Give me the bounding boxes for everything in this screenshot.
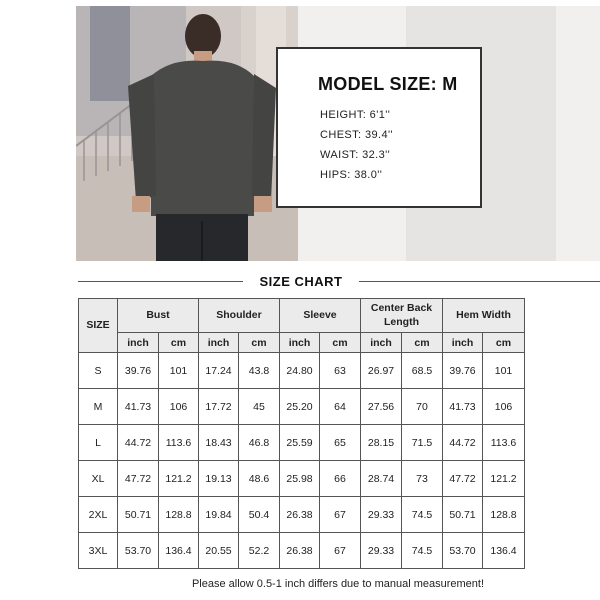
size-cell: 3XL [79, 533, 118, 569]
size-chart-heading [76, 271, 600, 293]
unit-cm: cm [483, 333, 525, 353]
table-row [79, 497, 525, 533]
measurement-cell: 20.55 [199, 533, 239, 569]
measurement-cell: 50.4 [239, 497, 280, 533]
center-back-length-header: Center Back Length [361, 299, 443, 333]
measurement-cell: 66 [320, 461, 361, 497]
measurement-cell: 74.5 [402, 497, 443, 533]
sleeve-header: Sleeve [280, 299, 361, 333]
measurement-cell: 67 [320, 497, 361, 533]
size-column-header: SIZE [79, 299, 118, 353]
measurement-cell: 53.70 [443, 533, 483, 569]
measurement-cell: 65 [320, 425, 361, 461]
measurement-cell: 136.4 [483, 533, 525, 569]
measurement-cell: 101 [483, 353, 525, 389]
measurement-cell: 74.5 [402, 533, 443, 569]
measurement-cell: 70 [402, 389, 443, 425]
model-height: HEIGHT: 6'1'' [320, 109, 391, 121]
measurement-cell: 28.15 [361, 425, 402, 461]
measurement-cell: 25.59 [280, 425, 320, 461]
hem-width-header: Hem Width [443, 299, 525, 333]
unit-inch: inch [280, 333, 320, 353]
measurement-cell: 106 [483, 389, 525, 425]
table-row [79, 533, 525, 569]
size-cell: XL [79, 461, 118, 497]
measurement-cell: 44.72 [443, 425, 483, 461]
measurement-cell: 27.56 [361, 389, 402, 425]
measurement-cell: 17.72 [199, 389, 239, 425]
measurement-cell: 39.76 [118, 353, 159, 389]
measurement-cell: 25.20 [280, 389, 320, 425]
heading-divider-right [359, 281, 600, 282]
measurement-cell: 53.70 [118, 533, 159, 569]
measurement-cell: 41.73 [443, 389, 483, 425]
measurement-cell: 50.71 [118, 497, 159, 533]
model-size-title: MODEL SIZE: M [318, 74, 458, 94]
model-hips: HIPS: 38.0'' [320, 169, 383, 181]
measurement-cell: 136.4 [159, 533, 199, 569]
size-rows [79, 353, 525, 569]
table-header-row [79, 299, 525, 333]
unit-cm: cm [320, 333, 361, 353]
size-cell: M [79, 389, 118, 425]
measurement-cell: 19.13 [199, 461, 239, 497]
size-chart-title: SIZE CHART [259, 274, 343, 289]
measurement-cell: 113.6 [483, 425, 525, 461]
measurement-cell: 50.71 [443, 497, 483, 533]
unit-cm: cm [239, 333, 280, 353]
bust-header: Bust [118, 299, 199, 333]
measurement-cell: 68.5 [402, 353, 443, 389]
unit-inch: inch [118, 333, 159, 353]
size-cell: 2XL [79, 497, 118, 533]
measurement-cell: 128.8 [483, 497, 525, 533]
model-size-card [276, 47, 482, 208]
table-row [79, 425, 525, 461]
measurement-cell: 39.76 [443, 353, 483, 389]
measurement-cell: 44.72 [118, 425, 159, 461]
measurement-cell: 29.33 [361, 533, 402, 569]
table-row [79, 353, 525, 389]
measurement-cell: 24.80 [280, 353, 320, 389]
measurement-cell: 17.24 [199, 353, 239, 389]
size-cell: L [79, 425, 118, 461]
measurement-cell: 67 [320, 533, 361, 569]
unit-cm: cm [402, 333, 443, 353]
measurement-cell: 63 [320, 353, 361, 389]
size-chart-table [78, 298, 525, 569]
measurement-cell: 47.72 [443, 461, 483, 497]
measurement-cell: 19.84 [199, 497, 239, 533]
measurement-cell: 26.38 [280, 533, 320, 569]
measurement-cell: 106 [159, 389, 199, 425]
measurement-cell: 46.8 [239, 425, 280, 461]
size-cell: S [79, 353, 118, 389]
measurement-cell: 52.2 [239, 533, 280, 569]
measurement-cell: 28.74 [361, 461, 402, 497]
shoulder-header: Shoulder [199, 299, 280, 333]
unit-inch: inch [361, 333, 402, 353]
measurement-cell: 41.73 [118, 389, 159, 425]
measurement-cell: 43.8 [239, 353, 280, 389]
measurement-note: Please allow 0.5-1 inch differs due to manual measurement! [191, 578, 485, 590]
model-chest: CHEST: 39.4'' [320, 129, 394, 141]
measurement-cell: 29.33 [361, 497, 402, 533]
units-row [79, 333, 525, 353]
measurement-cell: 101 [159, 353, 199, 389]
table-row [79, 461, 525, 497]
measurement-cell: 113.6 [159, 425, 199, 461]
unit-cm: cm [159, 333, 199, 353]
unit-inch: inch [199, 333, 239, 353]
unit-inch: inch [443, 333, 483, 353]
measurement-cell: 73 [402, 461, 443, 497]
measurement-cell: 121.2 [159, 461, 199, 497]
measurement-cell: 71.5 [402, 425, 443, 461]
measurement-cell: 26.38 [280, 497, 320, 533]
measurement-cell: 45 [239, 389, 280, 425]
measurement-cell: 64 [320, 389, 361, 425]
measurement-cell: 26.97 [361, 353, 402, 389]
measurement-cell: 47.72 [118, 461, 159, 497]
measurement-cell: 18.43 [199, 425, 239, 461]
measurement-cell: 121.2 [483, 461, 525, 497]
table-row [79, 389, 525, 425]
measurement-cell: 128.8 [159, 497, 199, 533]
measurement-cell: 25.98 [280, 461, 320, 497]
measurement-cell: 48.6 [239, 461, 280, 497]
model-waist: WAIST: 32.3'' [320, 149, 391, 161]
